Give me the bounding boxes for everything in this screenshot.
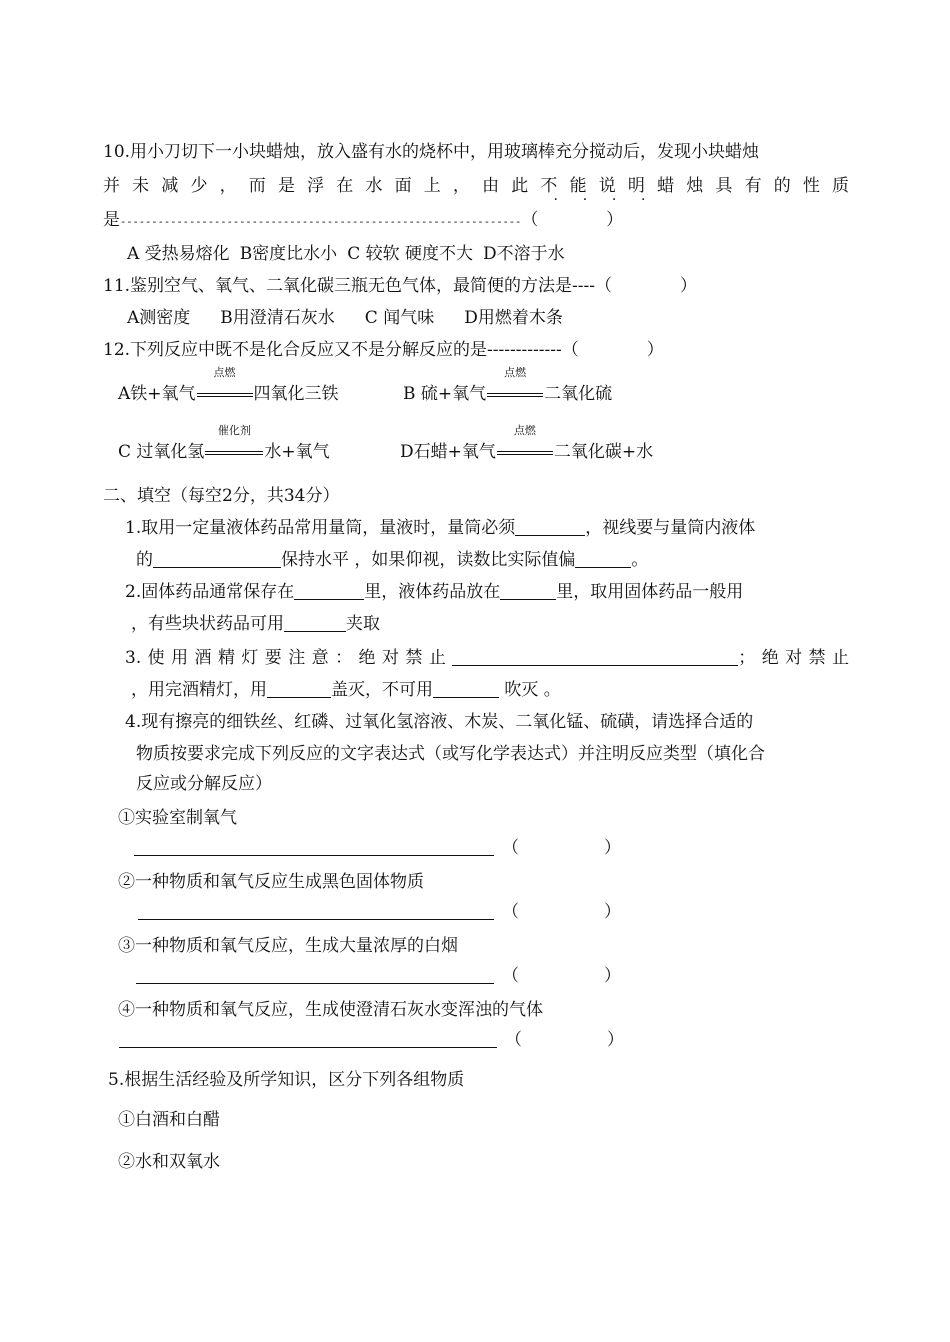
- reaction-d-condition: 点燃: [513, 424, 536, 437]
- fill1-text-e: 。: [631, 550, 649, 570]
- fill4-answer-row-2: [138, 900, 621, 924]
- fill2-line1: [125, 580, 743, 604]
- fill3-line1: [125, 646, 849, 670]
- fill2-text-d: ，有些块状药品可用: [131, 614, 284, 634]
- reaction-b-equals: [487, 366, 543, 406]
- q11-option-a: A测密度: [127, 308, 191, 328]
- q10-dash-leader: ----------------------------------------------------------------: [119, 216, 522, 228]
- reaction-c-lhs: C 过氧化氢: [118, 442, 205, 462]
- fill4-blank-3[interactable]: [136, 965, 494, 984]
- fill4-blank-1[interactable]: [134, 837, 494, 856]
- q10-line1: 10.用小刀切下一小块蜡烛，放入盛有水的烧杯中，用玻璃棒充分搅动后，发现小块蜡烛: [103, 142, 760, 162]
- reaction-c-equals: [205, 424, 263, 464]
- reaction-d-rhs: 二氧化碳+水: [553, 442, 654, 462]
- fill3-line2: [131, 678, 561, 702]
- q11-option-b: B用澄清石灰水: [220, 308, 335, 328]
- fill4-answer-row-3: [136, 964, 621, 988]
- fill2-blank-3[interactable]: [284, 613, 346, 632]
- fill3-text-e: 吹灭 。: [499, 680, 561, 700]
- q12-reaction-c: [118, 424, 330, 464]
- reaction-b-condition: 点燃: [504, 366, 527, 379]
- fill5-stem: 5.根据生活经验及所学知识，区分下列各组物质: [108, 1070, 465, 1090]
- q10-emph-2: 能: [569, 176, 599, 196]
- reaction-a-lhs: A铁+氧气: [118, 384, 196, 404]
- fill4-item-4: ④一种物质和氧气反应，生成使澄清石灰水变浑浊的气体: [118, 1000, 543, 1020]
- q11-option-d: D用燃着木条: [464, 308, 563, 328]
- fill3-text-d: 盖灭，不可用: [331, 680, 433, 700]
- q10-answer-paren: （ ）: [521, 210, 624, 230]
- fill4-blank-4[interactable]: [119, 1029, 497, 1048]
- fill5-item-2: ②水和双氧水: [118, 1152, 220, 1172]
- fill3-text-a: 3.使用酒精灯要注意：绝对禁止: [125, 648, 453, 668]
- fill4-paren-1: （ ）: [502, 838, 621, 858]
- reaction-c-rhs: 水+氧气: [264, 442, 330, 462]
- fill2-text-b: 里，液体药品放在: [364, 582, 501, 602]
- q12-reaction-a: [118, 366, 339, 406]
- section2-title: 二、填空（每空2分，共34分）: [103, 486, 340, 506]
- fill4-blank-2[interactable]: [138, 901, 494, 920]
- fill3-text-b: ；绝对禁止: [738, 648, 849, 668]
- fill3-blank-1[interactable]: [452, 647, 738, 666]
- fill1-text-c: 的: [136, 550, 153, 570]
- fill1-text-b: ，视线要与量筒内液体: [585, 518, 756, 538]
- q10-line3: [103, 208, 623, 234]
- fill2-blank-2[interactable]: [500, 581, 556, 600]
- fill1-blank-1[interactable]: [515, 517, 585, 536]
- q10-emph-1: 不: [540, 176, 570, 196]
- reaction-d-equals: [497, 424, 553, 464]
- q10-emph-3: 说: [598, 176, 628, 196]
- q11-options: [127, 306, 563, 330]
- q10-line2-a: 并未减少，而是浮在水面上，由此: [103, 176, 541, 196]
- fill5-item-1: ①白酒和白醋: [118, 1110, 220, 1130]
- fill4-item-3: ③一种物质和氧气反应，生成大量浓厚的白烟: [118, 936, 458, 956]
- fill4-paren-3: （ ）: [502, 966, 621, 986]
- q12-reaction-d: [400, 424, 654, 464]
- fill1-line2: [136, 548, 648, 572]
- fill1-line1: [125, 516, 755, 540]
- reaction-d-lhs: D石蜡+氧气: [400, 442, 496, 462]
- reaction-c-condition: 催化剂: [217, 424, 251, 437]
- reaction-a-condition: 点燃: [213, 366, 236, 379]
- q10-option-c: C 较软 硬度不大: [347, 244, 474, 264]
- fill3-text-c: ，用完酒精灯，用: [131, 680, 267, 700]
- fill4-line1: 4.现有擦亮的细铁丝、红磷、过氧化氢溶液、木炭、二氧化锰、硫磺，请选择合适的: [125, 712, 754, 732]
- fill1-blank-3[interactable]: [575, 549, 631, 568]
- fill2-blank-1[interactable]: [294, 581, 364, 600]
- q11-option-c: C 闻气味: [364, 308, 435, 328]
- q10-line2-b: 蜡烛具有的性质: [657, 176, 850, 196]
- fill3-blank-2[interactable]: [267, 679, 331, 698]
- fill4-line2: 物质按要求完成下列反应的文字表达式（或写化学表达式）并注明反应类型（填化合: [136, 744, 765, 764]
- q10-option-b: B密度比水小: [239, 244, 338, 264]
- q10-line2: [103, 174, 849, 198]
- q10-option-d: D不溶于水: [483, 244, 565, 264]
- fill2-line2: [131, 612, 380, 636]
- q10-line3-start: 是: [103, 210, 120, 230]
- q12-stem: 12.下列反应中既不是化合反应又不是分解反应的是-------------（ ）: [103, 340, 664, 360]
- fill4-item-2: ②一种物质和氧气反应生成黑色固体物质: [118, 872, 424, 892]
- reaction-b-lhs: B 硫+氧气: [403, 384, 487, 404]
- fill4-answer-row-4: [119, 1028, 624, 1052]
- fill1-text-d: 保持水平 ，如果仰视，读数比实际值偏: [281, 550, 576, 570]
- reaction-a-rhs: 四氧化三铁: [253, 384, 339, 404]
- fill4-answer-row-1: [134, 836, 621, 860]
- q10-emph-4: 明: [627, 176, 658, 196]
- fill4-paren-4: （ ）: [505, 1030, 624, 1050]
- q10-option-a: A 受热易熔化: [127, 244, 230, 264]
- fill1-blank-2[interactable]: [153, 549, 281, 568]
- q11-stem: 11.鉴别空气、氧气、二氧化碳三瓶无色气体，最简便的方法是----（ ）: [103, 276, 698, 296]
- fill4-line3: 反应或分解反应）: [136, 774, 272, 794]
- fill2-text-c: 里，取用固体药品一般用: [556, 582, 744, 602]
- reaction-a-equals: [197, 366, 253, 406]
- q12-reaction-b: [403, 366, 613, 406]
- fill4-item-1: ①实验室制氧气: [118, 808, 237, 828]
- fill1-text-a: 1.取用一定量液体药品常用量筒，量液时，量筒必须: [125, 518, 516, 538]
- fill3-blank-3[interactable]: [433, 679, 499, 698]
- q10-options: [127, 242, 565, 266]
- fill4-paren-2: （ ）: [502, 902, 621, 922]
- fill2-text-e: 夹取: [346, 614, 380, 634]
- fill2-text-a: 2.固体药品通常保存在: [125, 582, 295, 602]
- reaction-b-rhs: 二氧化硫: [544, 384, 613, 404]
